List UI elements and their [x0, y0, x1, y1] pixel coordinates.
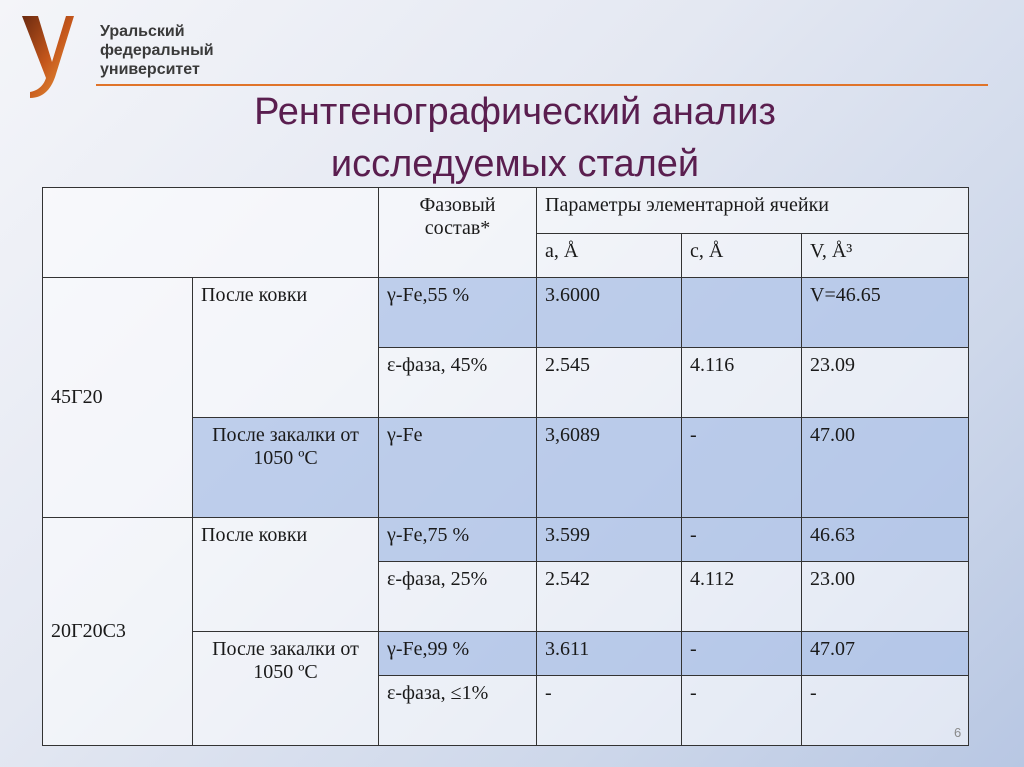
phase-cell: γ-Fe,99 % — [379, 632, 537, 676]
v-cell: 23.09 — [802, 348, 969, 418]
a-cell: 2.545 — [537, 348, 682, 418]
steel-name: 20Г20С3 — [43, 518, 193, 746]
a-cell: 2.542 — [537, 562, 682, 632]
logo-line-1: Уральский — [100, 23, 185, 40]
title-line-1: Рентгенографический анализ — [254, 91, 776, 133]
a-cell: 3.6000 — [537, 278, 682, 348]
header-c: c, Å — [682, 234, 802, 278]
phase-cell: γ-Fe,55 % — [379, 278, 537, 348]
v-cell: 46.63 — [802, 518, 969, 562]
phase-cell: ε-фаза, 25% — [379, 562, 537, 632]
c-cell: - — [682, 418, 802, 518]
title-line-2: исследуемых сталей — [330, 143, 700, 185]
slide-title — [100, 86, 930, 190]
v-cell: V=46.65 — [802, 278, 969, 348]
urfu-emblem-icon — [18, 12, 88, 102]
phase-cell: γ-Fe — [379, 418, 537, 518]
v-cell: - — [802, 676, 969, 746]
header-empty-cell — [43, 188, 379, 278]
phase-cell: ε-фаза, ≤1% — [379, 676, 537, 746]
condition-cell: После закалки от 1050 ºС — [193, 418, 379, 518]
a-cell: 3.599 — [537, 518, 682, 562]
condition-cell: После закалки от 1050 ºС — [193, 632, 379, 746]
v-cell: 23.00 — [802, 562, 969, 632]
c-cell: - — [682, 518, 802, 562]
logo-line-2: федеральный — [100, 42, 214, 59]
xray-analysis-table — [42, 187, 969, 746]
a-cell: 3,6089 — [537, 418, 682, 518]
a-cell: - — [537, 676, 682, 746]
header-v: V, Å³ — [802, 234, 969, 278]
condition-cell: После ковки — [193, 518, 379, 632]
logo-text — [100, 22, 214, 79]
phase-cell: ε-фаза, 45% — [379, 348, 537, 418]
c-cell: 4.116 — [682, 348, 802, 418]
v-cell: 47.00 — [802, 418, 969, 518]
page-number: 6 — [954, 725, 962, 740]
c-cell — [682, 278, 802, 348]
condition-cell: После ковки — [193, 278, 379, 418]
logo-line-3: университет — [100, 61, 200, 78]
c-cell: - — [682, 676, 802, 746]
steel-name: 45Г20 — [43, 278, 193, 518]
a-cell: 3.611 — [537, 632, 682, 676]
header-a: a, Å — [537, 234, 682, 278]
v-cell: 47.07 — [802, 632, 969, 676]
header-params: Параметры элементарной ячейки — [537, 188, 969, 234]
c-cell: - — [682, 632, 802, 676]
header-phase: Фазовый состав* — [379, 188, 537, 278]
c-cell: 4.112 — [682, 562, 802, 632]
phase-cell: γ-Fe,75 % — [379, 518, 537, 562]
